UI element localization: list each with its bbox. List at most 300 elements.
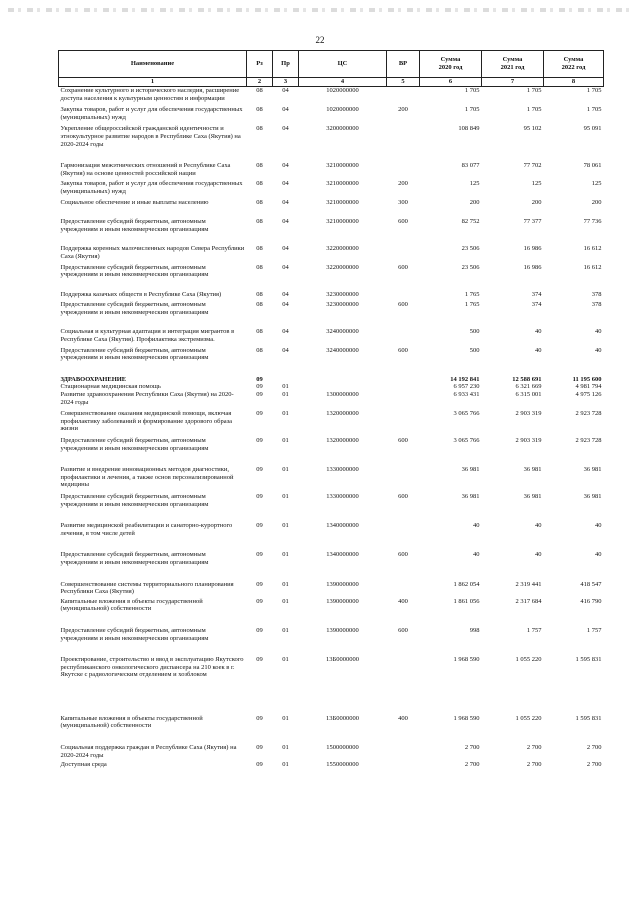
row-sum-2021: 2 903 319 [515,410,542,418]
row-cs: 3220000000 [326,245,359,253]
row-rz: 09 [256,656,263,664]
row-vr [387,87,420,103]
row-spacer [59,452,604,466]
row-name: Предоставление субсидий бюджетным, автономным учреждениям и иным некоммерческим организациям [60,263,209,279]
row-pr: 01 [282,714,289,722]
row-sum-2020: 82 752 [461,218,480,226]
row-cs: 3220000000 [326,263,359,271]
row-cs [299,383,387,391]
row-sum-2021: 16 986 [523,245,542,253]
row-sum-2020: 500 [469,346,480,354]
row-vr [387,391,420,406]
row-rz: 08 [256,162,263,170]
row-rz: 09 [256,580,263,588]
row-sum-2021: 6 321 669 [515,383,542,391]
row-name: Совершенствование системы территориального планирования Республики Саха (Якутия) [60,580,234,596]
col-header-sum-2022: Сумма 2022 год [544,51,604,78]
row-spacer-cell [59,279,604,291]
row-sum-2021: 1 055 220 [515,656,542,664]
row-sum-2022: 1 595 831 [575,714,602,722]
row-spacer [59,537,604,551]
row-cs: 1330000000 [326,492,359,500]
row-pr: 04 [282,87,289,94]
row-name: Проектирование, строительство и ввод в эксплуатацию Якутского республиканского онкологического диспансера на 210 коек в г. Якутске с радиологическим отделением и хозблоком [60,656,244,679]
row-cs: 3230000000 [326,301,359,309]
row-cs: 1390000000 [326,597,359,605]
row-name: Закупка товаров, работ и услуг для обеспечения государственных (муниципальных) нужд [60,106,243,121]
table-row [59,301,604,316]
row-sum-2020: 1 705 [464,106,480,114]
row-sum-2020: 6 957 230 [453,383,480,391]
col-header-cs: ЦС [299,51,387,78]
row-name: Предоставление субсидий бюджетным, автономным учреждениям и иным некоммерческим организациям [60,551,209,566]
row-sum-2022: 418 547 [580,580,602,588]
row-sum-2022: 40 [595,522,602,530]
row-sum-2022: 77 736 [583,218,602,226]
column-number-row [59,78,604,87]
row-sum-2020: 36 981 [461,466,480,474]
table-row [59,715,604,730]
row-sum-2022: 16 612 [583,245,602,253]
row-sum-2020: 108 849 [458,125,480,133]
row-pr: 04 [282,328,289,336]
row-spacer [59,679,604,715]
row-sum-2022: 95 091 [583,125,602,133]
row-cs: 1330000000 [326,466,359,474]
row-sum-2020: 3 065 766 [453,437,480,444]
col-header-sum-2020: Сумма 2020 год [420,51,482,78]
row-sum-2020: 3 065 766 [453,410,480,418]
row-sum-2020: 23 506 [461,245,480,253]
row-spacer-cell [59,362,604,376]
row-vr: 600 [398,218,408,226]
row-vr [387,245,420,260]
row-cs: 1390000000 [326,626,359,634]
row-sum-2022: 416 790 [580,597,602,605]
table-row [59,87,604,103]
row-rz: 08 [256,263,263,271]
row-sum-2021: 1 705 [526,106,542,114]
row-sum-2022: 4 981 794 [575,383,602,391]
row-spacer [59,316,604,328]
row-cs: 1340000000 [326,551,359,559]
col-number: 8 [544,78,604,87]
row-vr: 200 [398,180,408,188]
row-spacer [59,613,604,627]
row-pr: 04 [282,198,289,206]
scan-artifact-line [8,8,632,12]
row-vr: 600 [398,551,408,559]
row-vr [387,466,420,489]
row-pr: 01 [282,551,289,559]
row-pr: 01 [282,383,289,391]
table-row [59,598,604,613]
row-name: Капитальные вложения в объекты государственной (муниципальной) собственности [60,597,203,613]
row-name: Закупка товаров, работ и услуг для обеспечения государственных (муниципальных) нужд [60,180,243,195]
row-sum-2021: 40 [535,328,542,336]
row-pr: 01 [282,626,289,634]
row-spacer-cell [59,679,604,715]
row-sum-2021: 40 [535,551,542,559]
row-name: Предоставление субсидий бюджетным, автономным учреждениям и иным некоммерческим организациям [60,218,209,233]
row-sum-2020: 1 765 [464,301,480,309]
row-sum-2022: 1 595 831 [575,656,602,664]
row-sum-2022: 40 [595,328,602,336]
col-header-pr: Пр [273,51,299,78]
row-spacer-cell [59,508,604,522]
row-vr: 400 [398,597,408,605]
row-sum-2020: 40 [473,522,480,530]
row-vr [387,522,420,537]
row-pr: 01 [282,391,289,399]
row-sum-2021: 77 377 [523,218,542,226]
row-sum-2021: 2 700 [526,761,542,769]
row-name: Предоставление субсидий бюджетным, автономным учреждениям и иным некоммерческим организациям [60,626,209,642]
table-row [59,180,604,195]
row-pr: 04 [282,180,289,188]
row-spacer [59,362,604,376]
row-spacer [59,148,604,162]
row-name: Сохранение культурного и исторического наследия, расширение доступа населения к культурным ценностям и информации [60,87,240,102]
row-vr: 600 [398,492,408,500]
table-row [59,391,604,406]
row-pr [273,376,299,384]
row-rz: 09 [256,410,263,418]
row-name: Поддержка коренных малочисленных народов Севера Республики Саха (Якутия) [60,245,245,260]
row-sum-2021: 125 [531,180,542,188]
table-row [59,125,604,148]
row-name: Поддержка казачьих обществ в Республике Саха (Якутия) [60,290,222,298]
row-cs: 3210000000 [326,198,359,206]
row-rz: 09 [256,466,263,474]
row-cs: 1550000000 [326,761,359,769]
row-rz: 08 [256,125,263,133]
row-cs: 3210000000 [326,180,359,188]
row-sum-2020: 36 981 [461,492,480,500]
row-vr [387,744,420,759]
row-cs [299,376,387,384]
row-spacer-cell [59,567,604,581]
table-row [59,581,604,596]
row-sum-2022: 378 [591,301,602,309]
row-vr: 400 [398,714,408,722]
col-number: 6 [420,78,482,87]
row-name: Совершенствование оказания медицинской помощи, включая профилактику заболеваний и формирование здорового образа жизни [60,410,233,433]
table-row [59,761,604,769]
table-row [59,162,604,177]
row-sum-2022: 378 [591,290,602,298]
row-name: Гармонизация межэтнических отношений в Республике Саха (Якутия) на основе ценностей российской нации [60,162,231,177]
row-sum-2021: 2 319 441 [515,580,542,588]
row-rz: 09 [256,391,263,399]
row-cs: 1320000000 [326,437,359,444]
row-sum-2022: 125 [591,180,602,188]
table-row [59,347,604,362]
row-pr: 01 [282,656,289,664]
row-spacer-cell [59,316,604,328]
row-sum-2022: 4 975 126 [575,391,602,399]
row-pr: 04 [282,106,289,114]
row-pr: 01 [282,437,289,444]
row-cs: 1500000000 [326,744,359,752]
row-pr: 04 [282,245,289,253]
row-name: Стационарная медицинская помощь [60,383,161,391]
row-sum-2020: 1 765 [464,290,480,298]
row-sum-2021: 36 981 [523,492,542,500]
row-sum-2021: 2 700 [526,744,542,752]
row-sum-2020: 1 968 590 [453,714,480,722]
row-sum-2022: 1 705 [586,87,602,94]
row-pr: 04 [282,301,289,309]
row-rz: 09 [256,626,263,634]
row-name: Предоставление субсидий бюджетным, автономным учреждениям и иным некоммерческим организациям [60,301,209,316]
row-sum-2021: 40 [535,522,542,530]
row-spacer [59,642,604,656]
row-vr [387,162,420,177]
col-number: 7 [482,78,544,87]
row-spacer [59,233,604,245]
row-sum-2022: 2 700 [586,744,602,752]
row-cs: 3210000000 [326,162,359,170]
row-spacer-cell [59,730,604,744]
row-vr [387,581,420,596]
table-row [59,410,604,433]
row-rz: 09 [256,744,263,752]
row-rz: 09 [256,375,263,383]
row-pr: 04 [282,263,289,271]
row-vr [387,376,420,384]
table-row [59,218,604,233]
row-sum-2022: 78 061 [583,162,602,170]
row-spacer-cell [59,613,604,627]
row-rz: 08 [256,106,263,114]
row-sum-2020: 1 705 [464,87,480,94]
row-sum-2020: 40 [473,551,480,559]
table-row [59,627,604,642]
row-cs: 3200000000 [326,125,359,133]
row-spacer-cell [59,642,604,656]
row-pr: 04 [282,218,289,226]
row-name: Предоставление субсидий бюджетным, автономным учреждениям и иным некоммерческим организациям [60,346,209,362]
row-sum-2022: 16 612 [583,263,602,271]
row-rz: 09 [256,437,263,444]
row-sum-2022: 11 195 600 [572,375,602,383]
row-rz: 08 [256,218,263,226]
row-name: Социальное обеспечение и иные выплаты населению [60,198,209,206]
row-pr: 01 [282,466,289,474]
row-vr [387,761,420,769]
table-body [59,87,604,769]
row-name: Доступная среда [60,761,107,769]
table-row [59,656,604,679]
row-sum-2021: 16 986 [523,263,542,271]
row-cs: 1300000000 [326,391,359,399]
row-name: Социальная поддержка граждан в Республике Саха (Якутия) на 2020-2024 годы [60,744,237,759]
row-spacer-cell [59,452,604,466]
row-sum-2021: 40 [535,346,542,354]
row-pr: 01 [282,522,289,530]
row-sum-2021: 2 903 319 [515,437,542,444]
row-sum-2022: 1 705 [586,106,602,114]
row-name: Социальная и культурная адаптация и интеграция мигрантов в Республике Саха (Якутия). Профилактика экстремизма. [60,328,235,344]
row-sum-2020: 500 [469,328,480,336]
row-sum-2022: 40 [595,551,602,559]
row-sum-2022: 40 [595,346,602,354]
row-sum-2020: 200 [469,198,480,206]
row-pr: 01 [282,744,289,752]
row-pr: 01 [282,597,289,605]
row-sum-2022: 200 [591,198,602,206]
row-rz: 08 [256,328,263,336]
row-rz: 08 [256,198,263,206]
row-cs: 1320000000 [326,410,359,418]
row-cs: 13Б0000000 [326,714,359,722]
table-row [59,245,604,260]
row-spacer-cell [59,537,604,551]
row-cs: 3240000000 [326,328,359,336]
row-name: Развитие медицинской реабилитации и санаторно-курортного лечения, в том числе детей [60,522,233,537]
row-pr: 04 [282,346,289,354]
row-sum-2020: 1 861 056 [453,597,480,605]
col-number: 4 [299,78,387,87]
row-sum-2020: 125 [469,180,480,188]
table-row [59,493,604,508]
row-vr [387,410,420,433]
row-vr [387,328,420,343]
row-sum-2021: 200 [531,198,542,206]
row-name: Укрепление общероссийской гражданской идентичности и этнокультурное развитие народов в Республике Саха (Якутия) на 2020-2024 годы [60,125,241,148]
row-spacer-cell [59,206,604,218]
row-name: Развитие здравоохранения Республики Саха (Якутия) на 2020-2024 годы [60,391,234,406]
row-pr: 04 [282,290,289,298]
row-vr: 600 [398,346,408,354]
row-cs: 1020000000 [326,87,359,94]
row-spacer-cell [59,233,604,245]
table-row [59,522,604,537]
row-vr: 200 [398,106,408,114]
table-header [59,51,604,87]
row-rz: 09 [256,522,263,530]
row-pr: 04 [282,125,289,133]
row-pr: 01 [282,580,289,588]
col-header-rz: Рз [247,51,273,78]
row-cs: 1390000000 [326,580,359,588]
row-cs: 3240000000 [326,346,359,354]
col-number: 5 [387,78,420,87]
row-sum-2021: 1 705 [526,87,542,94]
table-row [59,106,604,121]
budget-table [58,50,604,769]
row-rz: 09 [256,597,263,605]
header-row [59,51,604,78]
row-spacer [59,567,604,581]
row-sum-2022: 36 981 [583,492,602,500]
row-vr [387,291,420,299]
table-row [59,744,604,759]
page-number: 22 [315,35,325,45]
row-sum-2021: 6 315 001 [515,391,542,399]
row-vr [387,656,420,679]
col-number: 1 [59,78,247,87]
row-vr: 300 [398,198,408,206]
row-sum-2020: 6 933 431 [453,391,480,399]
row-sum-2021: 36 981 [523,466,542,474]
row-name: Капитальные вложения в объекты государственной (муниципальной) собственности [60,714,203,730]
row-rz: 09 [256,761,263,769]
row-cs: 3230000000 [326,290,359,298]
row-spacer [59,730,604,744]
row-sum-2020: 998 [469,626,480,634]
row-name: Предоставление субсидий бюджетным, автономным учреждениям и иным некоммерческим организациям [60,492,209,508]
row-sum-2021: 95 102 [523,125,542,133]
col-header-vr: ВР [387,51,420,78]
row-pr: 04 [282,162,289,170]
row-rz: 09 [256,383,263,391]
table-row [59,466,604,489]
row-name: ЗДРАВООХРАНЕНИЕ [60,375,127,383]
row-sum-2020: 1 862 054 [453,580,480,588]
row-sum-2021: 1 055 220 [515,714,542,722]
row-rz: 08 [256,290,263,298]
row-spacer [59,508,604,522]
table-row [59,437,604,452]
row-sum-2022: 2 700 [586,761,602,769]
table-row [59,199,604,207]
row-vr: 600 [398,437,408,444]
row-rz: 09 [256,492,263,500]
row-name: Предоставление субсидий бюджетным, автономным учреждениям и иным некоммерческим организациям [60,437,209,452]
table-row [59,291,604,299]
row-vr [387,383,420,391]
row-sum-2021: 2 317 684 [515,597,542,605]
row-vr: 600 [398,263,408,271]
row-pr: 01 [282,761,289,769]
row-sum-2022: 2 923 728 [575,410,602,418]
row-sum-2022: 36 981 [583,466,602,474]
row-cs: 1340000000 [326,522,359,530]
row-sum-2020: 23 506 [461,263,480,271]
row-rz: 08 [256,245,263,253]
row-rz: 09 [256,714,263,722]
row-cs: 13Б0000000 [326,656,359,664]
col-header-name: Наименование [59,51,247,78]
col-number: 2 [247,78,273,87]
row-rz: 09 [256,551,263,559]
row-sum-2020: 14 192 841 [450,375,480,383]
row-sum-2021: 1 757 [526,626,542,634]
row-rz: 08 [256,87,263,94]
row-spacer [59,279,604,291]
row-sum-2021: 374 [531,290,542,298]
row-pr: 01 [282,410,289,418]
row-sum-2020: 83 077 [461,162,480,170]
table-row [59,264,604,279]
row-rz: 08 [256,301,263,309]
row-cs: 3210000000 [326,218,359,226]
row-spacer-cell [59,148,604,162]
row-sum-2020: 1 968 590 [453,656,480,664]
col-header-sum-2021: Сумма 2021 год [482,51,544,78]
table-row [59,383,604,391]
row-cs: 1020000000 [326,106,359,114]
row-pr: 01 [282,492,289,500]
col-number: 3 [273,78,299,87]
row-rz: 08 [256,180,263,188]
table-row [59,551,604,566]
row-rz: 08 [256,346,263,354]
row-sum-2021: 12 588 691 [512,375,542,383]
row-vr: 600 [398,626,408,634]
